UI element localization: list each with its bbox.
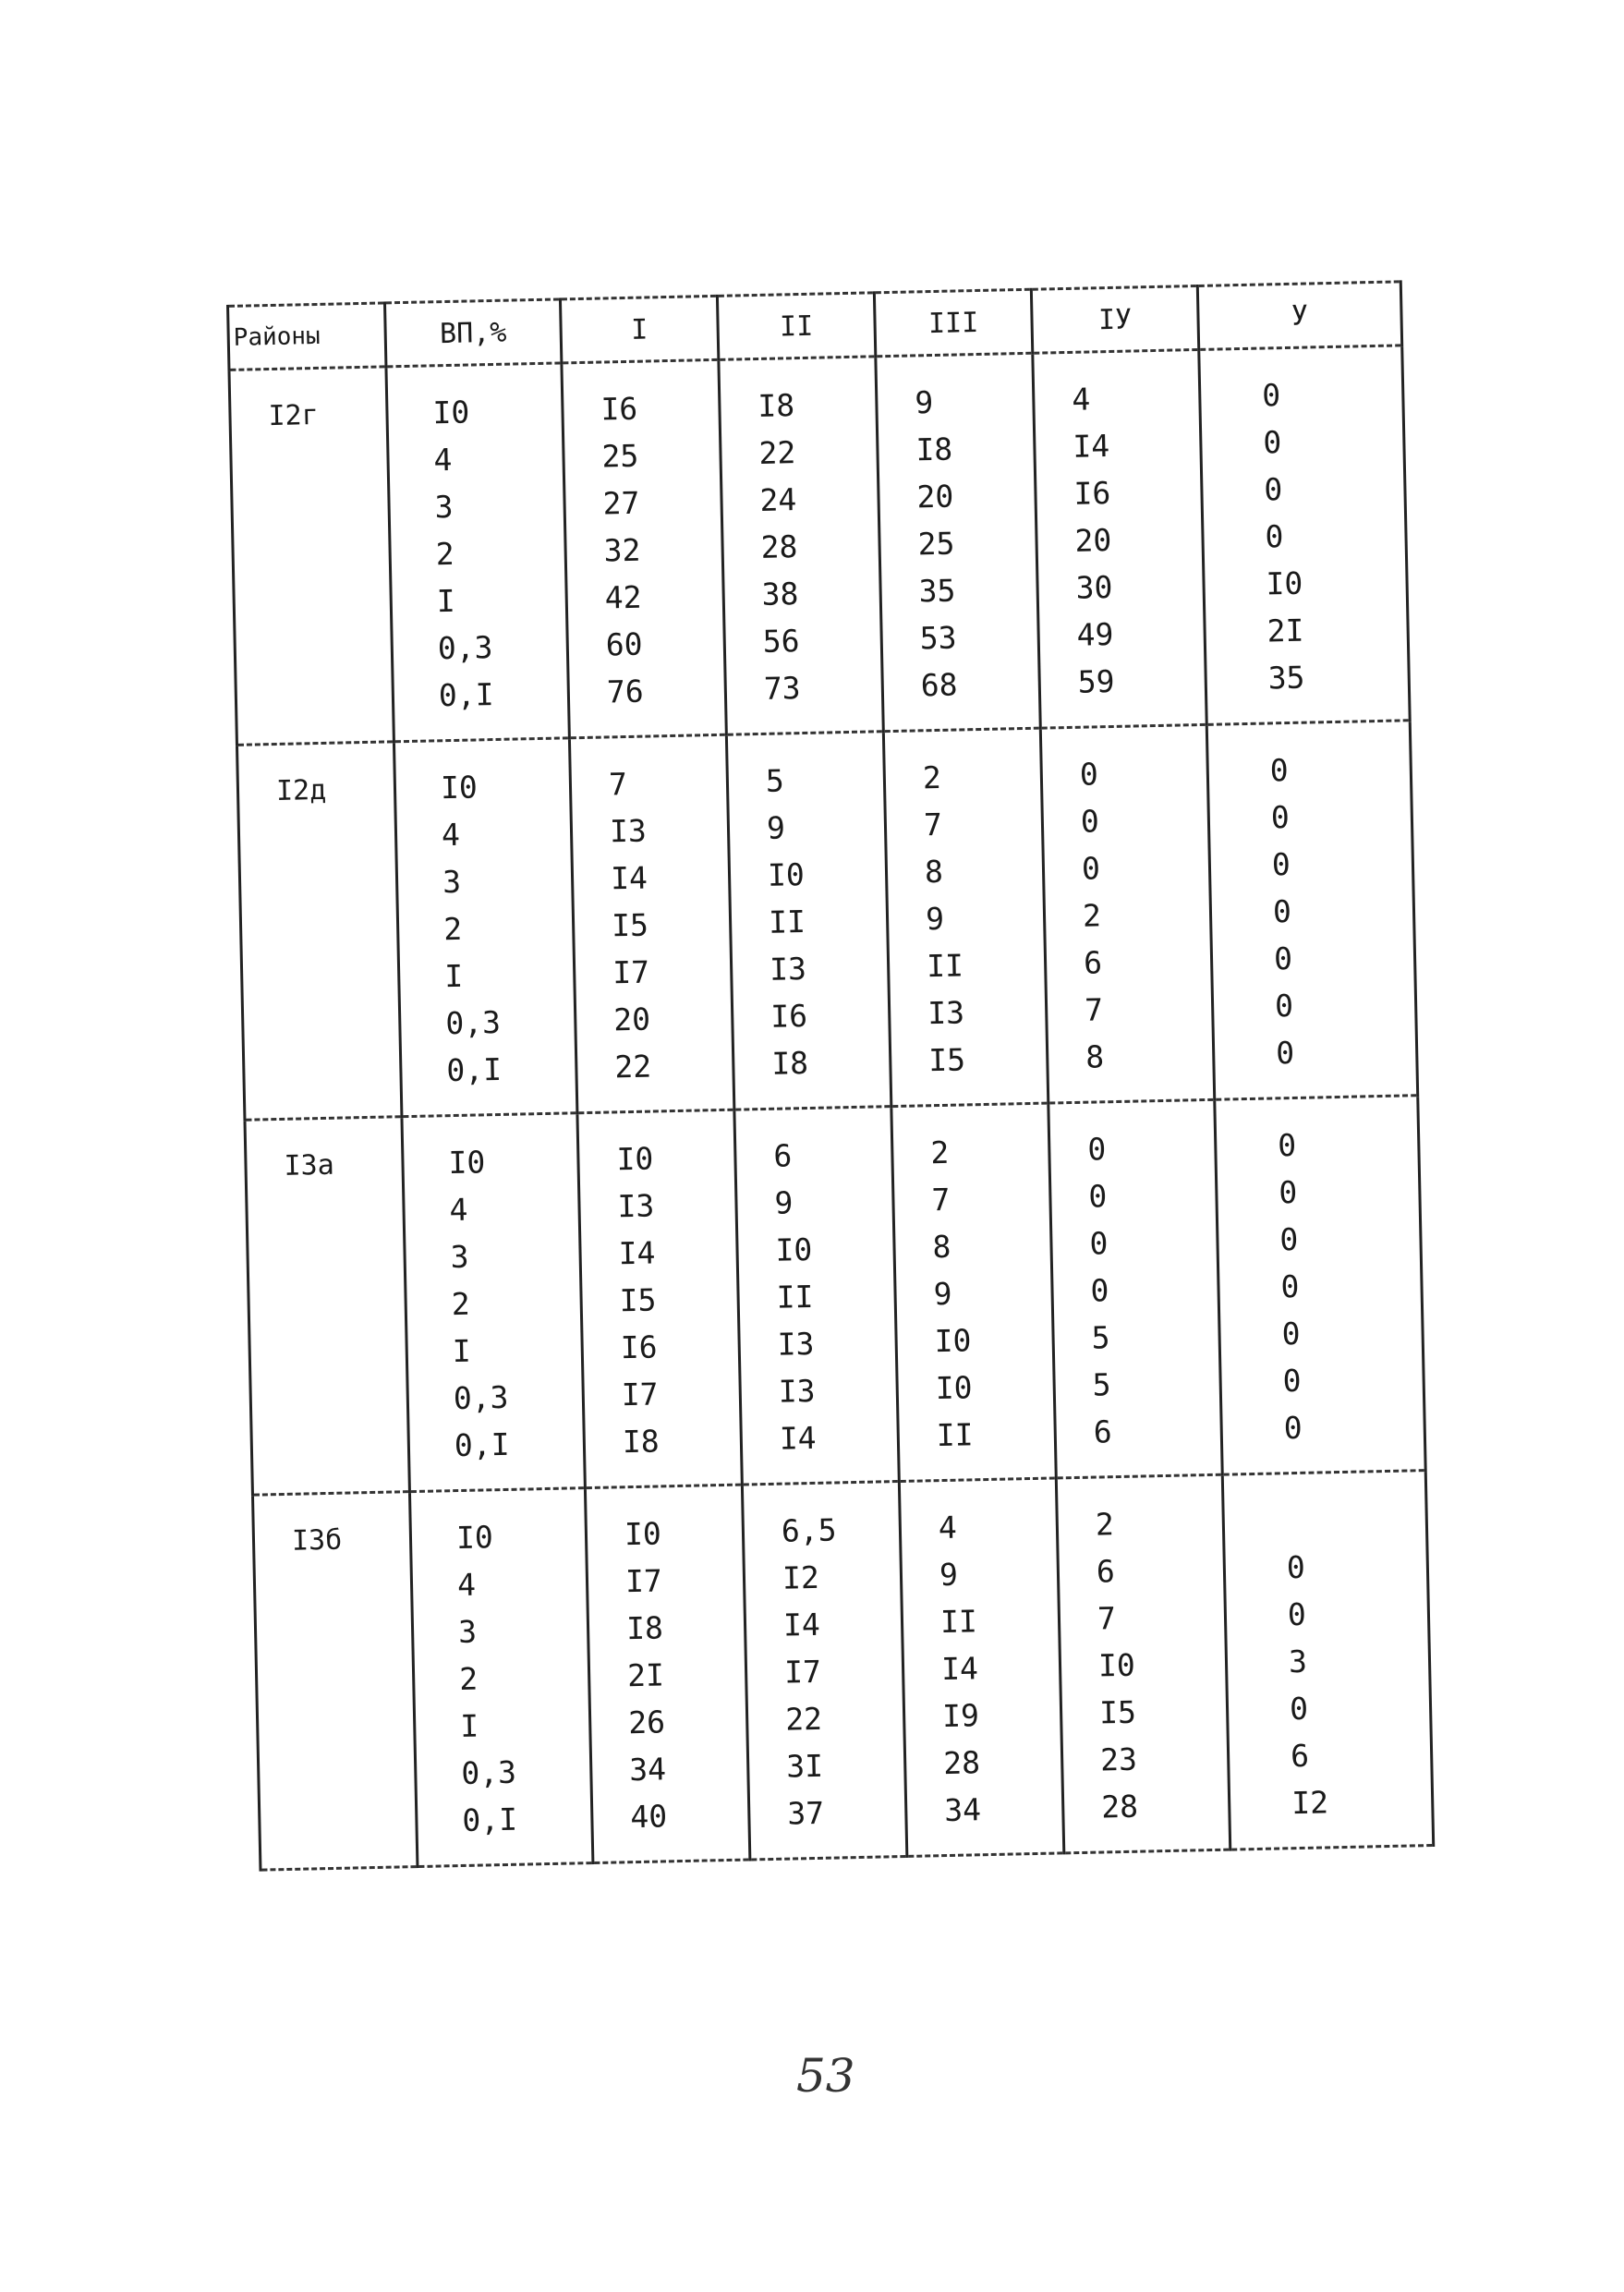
col-4-cell xyxy=(1033,349,1206,728)
table-cell: 3 xyxy=(442,863,462,901)
table-cell: I0 xyxy=(935,1369,973,1407)
table-cell: 68 xyxy=(920,666,958,704)
table-cell: I0 xyxy=(616,1140,654,1178)
table-cell: 6 xyxy=(1093,1413,1113,1450)
table-cell: I0 xyxy=(775,1231,813,1268)
table-cell: 0 xyxy=(1282,1362,1302,1400)
col-3-cell xyxy=(883,728,1048,1106)
table-group-row xyxy=(229,346,1410,746)
table-cell: 23 xyxy=(1099,1740,1138,1778)
table-cell: I2 xyxy=(1291,1784,1329,1822)
table-cell: 4 xyxy=(456,1566,477,1604)
table-cell: 0 xyxy=(1270,799,1291,836)
table-cell: 32 xyxy=(603,531,641,569)
table-cell: 22 xyxy=(758,434,796,471)
table-group-row xyxy=(252,1471,1433,1871)
table-cell: 0 xyxy=(1286,1548,1306,1586)
table-cell: I3 xyxy=(777,1325,815,1363)
col-2-cell xyxy=(719,357,883,734)
table-cell: I7 xyxy=(624,1562,663,1600)
col-3-cell xyxy=(876,353,1040,731)
table-cell: 4 xyxy=(938,1509,958,1546)
data-table-container xyxy=(226,280,1432,1871)
col-5-cell xyxy=(1199,346,1410,725)
table-cell: 38 xyxy=(761,576,799,612)
region-label: I2г xyxy=(268,398,320,433)
table-cell: 0 xyxy=(1271,846,1291,883)
table-cell: II xyxy=(768,903,806,940)
table-cell: II xyxy=(926,947,964,985)
region-cell xyxy=(252,1492,417,1870)
header-vp-percent: ВП,% xyxy=(384,299,561,367)
table-cell: 35 xyxy=(918,572,956,610)
table-cell: 2I xyxy=(1266,612,1304,649)
table-cell: 5 xyxy=(1091,1319,1110,1356)
table-cell: 4 xyxy=(441,816,461,854)
table-cell: I4 xyxy=(618,1234,656,1272)
region-label: I3а xyxy=(284,1148,335,1182)
table-cell: I0 xyxy=(448,1144,486,1182)
table-cell: I3 xyxy=(609,812,648,850)
table-cell: I4 xyxy=(940,1650,979,1688)
table-cell: 20 xyxy=(1074,521,1112,559)
table-cell: I8 xyxy=(625,1609,664,1647)
table-cell xyxy=(1285,1494,1425,1544)
table-cell: 0 xyxy=(1280,1267,1300,1305)
table-cell: 2 xyxy=(451,1285,470,1323)
col-2-cell xyxy=(726,732,891,1110)
data-table xyxy=(226,280,1435,1871)
table-cell: I7 xyxy=(621,1376,659,1413)
table-cell: 0,I xyxy=(445,1050,503,1089)
table-cell: I6 xyxy=(620,1328,658,1366)
table-cell: 2 xyxy=(435,535,454,573)
table-cell: 22 xyxy=(784,1700,823,1738)
table-cell: 0 xyxy=(1265,518,1284,555)
table-cell: 20 xyxy=(612,1000,651,1038)
table-cell: 7 xyxy=(1097,1600,1117,1637)
table-cell: I9 xyxy=(941,1697,980,1735)
table-cell: 56 xyxy=(762,623,800,660)
table-cell: I4 xyxy=(779,1419,817,1457)
table-cell: 28 xyxy=(942,1744,981,1782)
region-label: I2д xyxy=(275,773,327,807)
table-cell: I xyxy=(459,1707,479,1745)
table-cell: 0 xyxy=(1088,1178,1108,1215)
table-cell: I xyxy=(452,1332,472,1370)
table-cell: I8 xyxy=(757,387,795,424)
table-cell: 0 xyxy=(1278,1173,1298,1211)
table-cell: 37 xyxy=(786,1794,825,1832)
table-cell: 0,3 xyxy=(453,1378,509,1417)
table-cell: 4 xyxy=(1071,381,1091,418)
table-cell: I8 xyxy=(622,1423,661,1461)
table-cell: I0 xyxy=(1266,564,1303,602)
page-number: 53 xyxy=(796,2049,855,2103)
table-cell: 8 xyxy=(924,853,944,891)
table-cell: 7 xyxy=(608,766,628,803)
col-2-cell xyxy=(734,1107,899,1485)
table-cell: 0 xyxy=(1089,1225,1109,1262)
table-cell: 3 xyxy=(457,1613,478,1651)
header-regions: Районы xyxy=(228,303,386,370)
table-cell: 9 xyxy=(766,809,786,846)
table-cell: I8 xyxy=(915,431,953,468)
table-cell: 34 xyxy=(628,1751,667,1789)
table-cell: I0 xyxy=(440,769,479,806)
table-cell: 6 xyxy=(773,1137,793,1174)
table-cell: 28 xyxy=(1100,1788,1139,1825)
table-cell: I xyxy=(436,582,456,620)
table-cell: 0,3 xyxy=(444,1003,502,1042)
table-cell: 27 xyxy=(602,484,640,522)
table-cell: 8 xyxy=(1085,1038,1105,1075)
table-group-row xyxy=(236,721,1417,1121)
table-cell: 4 xyxy=(449,1191,468,1229)
table-cell: 53 xyxy=(919,619,957,657)
col-1-cell xyxy=(562,359,726,737)
col-2-cell xyxy=(742,1482,906,1860)
table-cell: 0 xyxy=(1273,940,1293,977)
table-cell: I5 xyxy=(611,906,649,944)
table-cell: I0 xyxy=(767,856,806,893)
table-cell: 40 xyxy=(629,1798,668,1836)
table-cell: I0 xyxy=(432,394,470,431)
table-cell: 6,5 xyxy=(781,1511,837,1549)
table-cell: 9 xyxy=(939,1556,959,1594)
table-cell: 0,I xyxy=(454,1425,510,1464)
table-cell: I0 xyxy=(624,1515,662,1553)
table-cell: 60 xyxy=(605,625,643,663)
table-cell: 0 xyxy=(1272,893,1292,930)
table-cell: 0 xyxy=(1287,1595,1307,1633)
table-cell: I2 xyxy=(782,1558,820,1596)
table-cell: 76 xyxy=(606,673,645,710)
vp-cell xyxy=(402,1113,585,1492)
table-cell: I3 xyxy=(769,951,807,988)
table-cell: 8 xyxy=(932,1228,951,1266)
table-cell: 2 xyxy=(929,1134,950,1171)
table-cell: 42 xyxy=(604,578,642,616)
col-3-cell xyxy=(891,1103,1056,1481)
table-cell: I5 xyxy=(619,1281,657,1319)
table-cell: 7 xyxy=(923,806,943,843)
table-cell: 24 xyxy=(759,481,797,518)
table-cell: 0 xyxy=(1086,1131,1107,1168)
table-cell: 25 xyxy=(917,525,955,563)
table-cell: I4 xyxy=(610,859,648,897)
table-cell: 28 xyxy=(760,528,798,565)
table-cell: 0 xyxy=(1279,1220,1299,1258)
table-cell: 2 xyxy=(1082,897,1102,934)
table-cell: 0 xyxy=(1269,752,1290,789)
table-cell: 26 xyxy=(627,1704,666,1741)
table-cell: 3I xyxy=(785,1747,824,1785)
table-cell: 0,I xyxy=(438,676,494,714)
header-col-1: I xyxy=(560,296,718,363)
table-cell: 0 xyxy=(1275,1034,1295,1072)
col-4-cell xyxy=(1056,1474,1230,1853)
region-cell xyxy=(236,742,401,1120)
col-5-cell xyxy=(1222,1471,1433,1850)
table-cell: I3 xyxy=(927,994,965,1032)
region-cell xyxy=(245,1117,409,1495)
col-1-cell xyxy=(577,1110,742,1487)
table-cell: I4 xyxy=(1073,428,1110,465)
header-col-4: IУ xyxy=(1031,285,1198,353)
table-cell: I8 xyxy=(770,1044,809,1082)
table-cell: 9 xyxy=(914,384,934,421)
col-3-cell xyxy=(899,1478,1063,1856)
table-cell: I6 xyxy=(770,998,808,1035)
col-4-cell xyxy=(1048,1099,1222,1478)
table-cell: 0,3 xyxy=(437,629,493,667)
table-cell: I7 xyxy=(783,1653,822,1691)
table-cell: II xyxy=(936,1416,974,1454)
table-cell: I6 xyxy=(1073,475,1111,512)
table-cell: 0 xyxy=(1281,1315,1301,1352)
table-cell: 0,3 xyxy=(460,1753,517,1792)
table-cell: 0 xyxy=(1081,850,1101,887)
table-cell: 2 xyxy=(458,1660,479,1698)
table-cell: 0 xyxy=(1262,424,1282,461)
table-cell: 34 xyxy=(943,1791,982,1829)
col-1-cell xyxy=(585,1485,749,1862)
table-cell: 3 xyxy=(450,1238,469,1276)
table-cell: 9 xyxy=(774,1184,794,1221)
table-cell: 0 xyxy=(1079,756,1099,793)
region-label: I3б xyxy=(291,1523,343,1558)
table-cell: 6 xyxy=(1096,1553,1116,1590)
table-cell: I0 xyxy=(1097,1646,1136,1684)
table-cell: 0 xyxy=(1090,1272,1109,1309)
table-cell: 7 xyxy=(1084,991,1104,1028)
table-cell: I3 xyxy=(778,1372,816,1410)
header-col-5: У xyxy=(1197,282,1401,350)
table-cell: I3 xyxy=(617,1187,655,1225)
table-cell: 73 xyxy=(763,670,801,707)
table-cell: 49 xyxy=(1076,615,1114,653)
table-cell: 20 xyxy=(916,478,954,515)
table-cell: I5 xyxy=(1098,1693,1137,1731)
region-cell xyxy=(229,367,394,745)
table-cell: 6 xyxy=(1083,944,1103,981)
table-cell: 0 xyxy=(1277,1126,1297,1164)
table-cell: 22 xyxy=(613,1048,652,1085)
table-group-row xyxy=(245,1096,1425,1496)
vp-cell xyxy=(386,363,569,742)
header-col-2: II xyxy=(717,293,875,360)
vp-cell xyxy=(394,738,576,1117)
table-cell: I6 xyxy=(600,390,638,428)
table-cell: 9 xyxy=(925,900,945,938)
col-4-cell xyxy=(1040,724,1214,1103)
table-cell: 9 xyxy=(933,1275,952,1313)
table-cell: 0 xyxy=(1080,803,1100,840)
table-cell: 35 xyxy=(1267,659,1305,697)
table-cell: 4 xyxy=(433,441,453,479)
table-cell: 5 xyxy=(765,762,785,799)
table-cell: 0 xyxy=(1283,1409,1303,1447)
table-cell: 3 xyxy=(1288,1643,1308,1680)
table-cell: 2 xyxy=(1095,1506,1115,1543)
table-cell: 25 xyxy=(601,437,639,475)
table-cell: 0,I xyxy=(462,1801,518,1839)
table-cell: 0 xyxy=(1289,1690,1309,1728)
table-cell: 5 xyxy=(1092,1366,1111,1403)
table-cell: I4 xyxy=(782,1606,821,1643)
table-cell: 30 xyxy=(1075,568,1113,606)
table-cell: 2 xyxy=(922,758,942,796)
table-cell: II xyxy=(939,1603,978,1641)
table-cell: 6 xyxy=(1290,1737,1310,1775)
col-5-cell xyxy=(1206,721,1417,1100)
vp-cell xyxy=(409,1488,592,1867)
table-cell: 2 xyxy=(442,910,463,948)
table-cell: 0 xyxy=(1264,471,1283,508)
table-cell: I7 xyxy=(612,953,650,991)
table-cell: 3 xyxy=(434,488,454,526)
table-cell: 0 xyxy=(1261,377,1281,414)
table-cell: 7 xyxy=(931,1181,951,1219)
col-5-cell xyxy=(1215,1096,1425,1475)
table-cell: 0 xyxy=(1274,987,1294,1025)
table-cell: I0 xyxy=(455,1519,494,1557)
table-cell: 2I xyxy=(626,1656,665,1694)
table-cell: I5 xyxy=(927,1041,966,1079)
table-cell: II xyxy=(776,1278,814,1316)
table-cell: I xyxy=(443,957,464,995)
header-col-3: III xyxy=(874,289,1032,357)
col-1-cell xyxy=(569,734,733,1112)
table-cell: 59 xyxy=(1077,662,1115,700)
table-cell: I0 xyxy=(934,1322,972,1360)
